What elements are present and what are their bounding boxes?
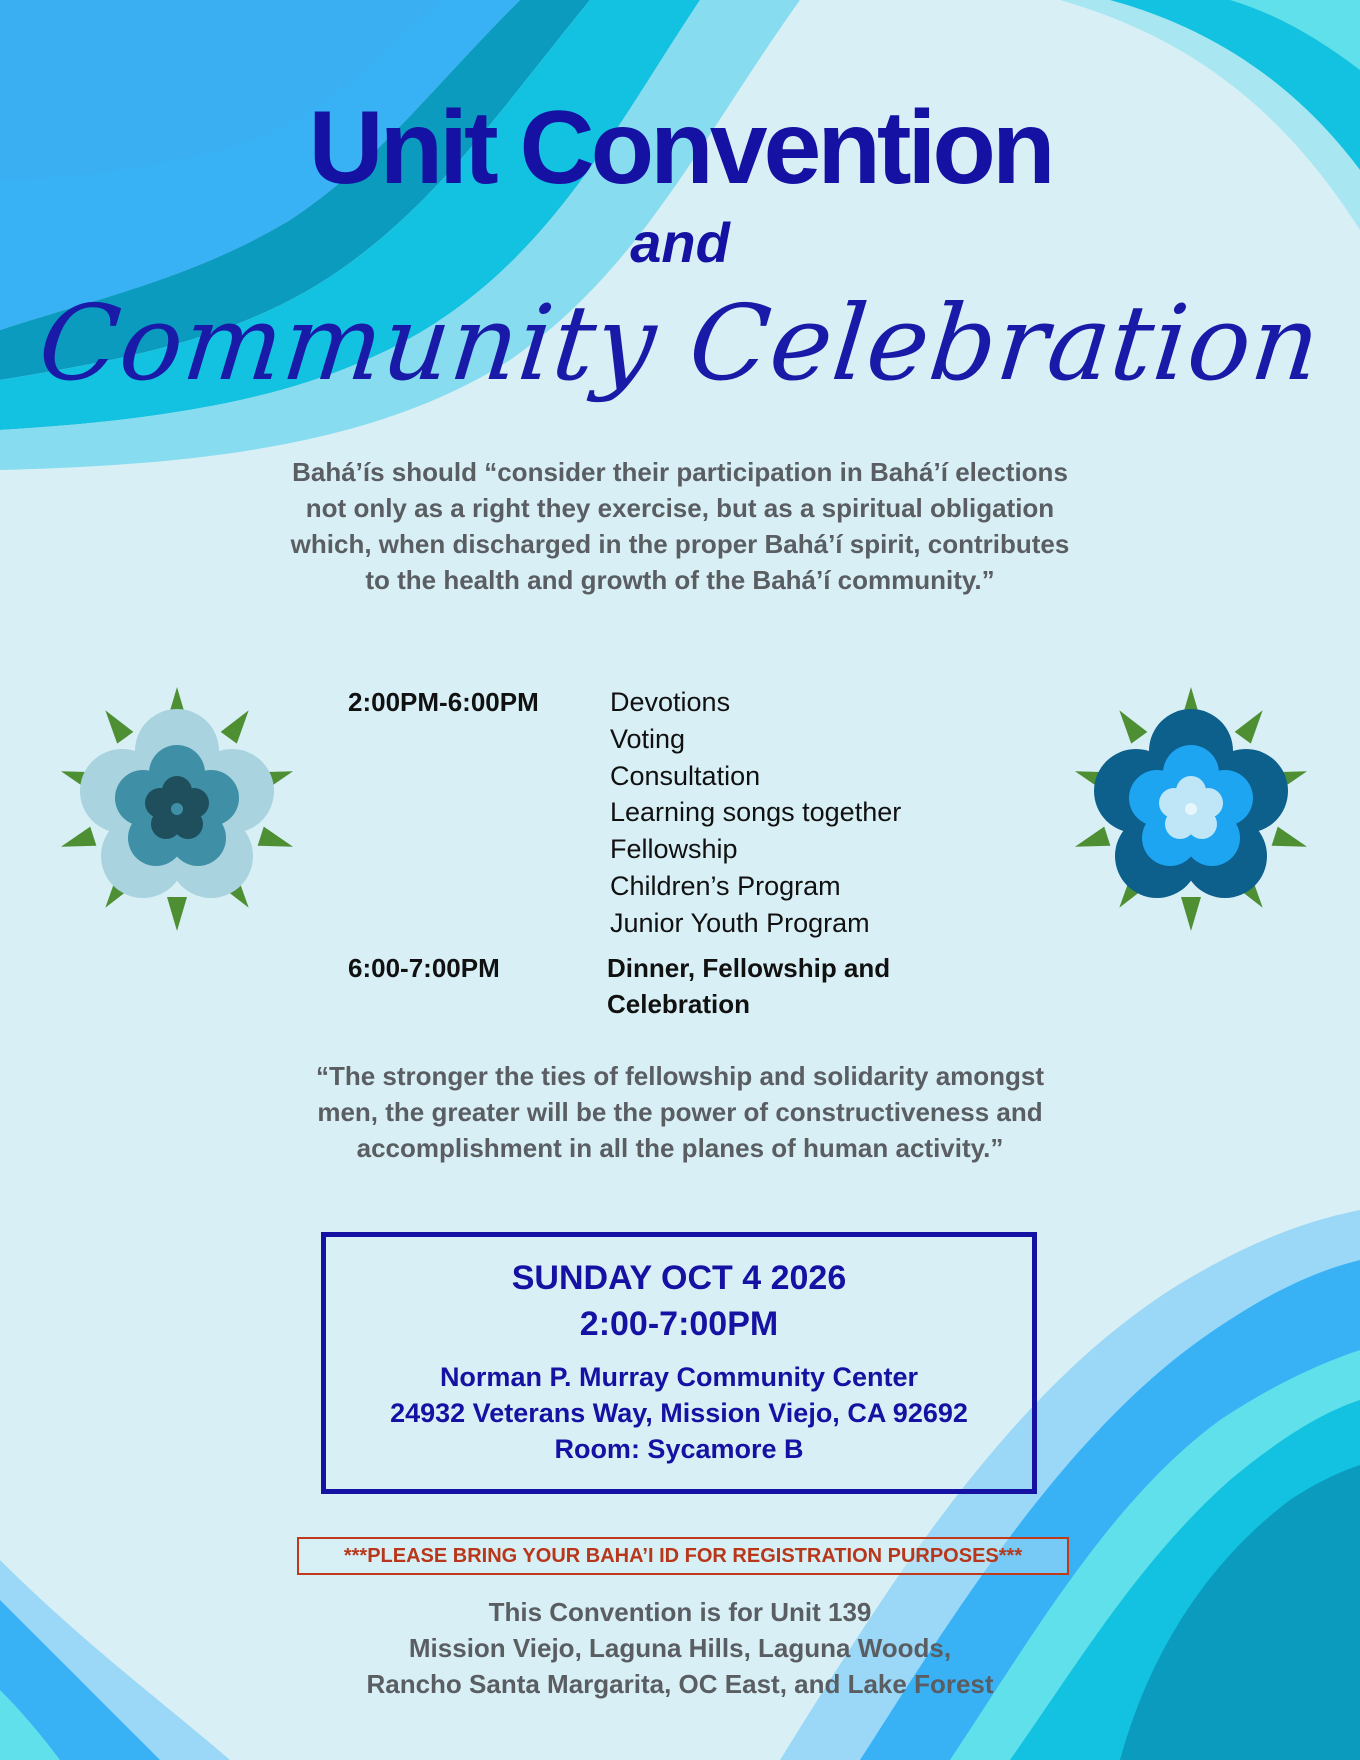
title-main: Unit Convention: [308, 90, 1052, 206]
activity-item: Learning songs together: [610, 797, 902, 828]
activity-item: Children’s Program: [610, 870, 841, 901]
schedule-time-second: 6:00-7:00PM: [348, 953, 500, 983]
event-date: SUNDAY OCT 4 2026: [511, 1259, 847, 1297]
schedule-time-first: 2:00PM-6:00PM: [348, 687, 539, 717]
title-script: Community Celebration: [33, 282, 1327, 404]
activity-item: Fellowship: [610, 834, 738, 865]
light-blue-flower-icon: [52, 684, 302, 934]
quote-top: Bahá’ís should “consider their participation in Bahá’í elections not only as a right they exercise, but as a spiritual obligation which, when discharged in the proper Bahá’í spirit, contributes to the health and growth of the Bahá’í community.”: [290, 457, 1070, 595]
unit-line-1: This Convention is for Unit 139: [488, 1597, 872, 1627]
event-details-box: [321, 1232, 1037, 1494]
activity-item: Devotions: [610, 687, 731, 717]
activity-item: Consultation: [610, 760, 761, 791]
dark-blue-flower-icon: [1066, 684, 1316, 934]
event-room: Room: Sycamore B: [554, 1434, 804, 1464]
event-time: 2:00-7:00PM: [579, 1305, 779, 1343]
activity-list: [610, 684, 901, 942]
event-address: 24932 Veterans Way, Mission Viejo, CA 92692: [390, 1398, 968, 1428]
quote-bottom: “The stronger the ties of fellowship and solidarity amongst men, the greater will be the power of constructiveness and accomplishment in all the planes of human activity.”: [315, 1061, 1045, 1163]
activity-item: Voting: [610, 723, 686, 754]
unit-line-2: Mission Viejo, Laguna Hills, Laguna Woods,: [408, 1633, 952, 1663]
activity-item: Junior Youth Program: [610, 907, 870, 938]
id-notice: ***PLEASE BRING YOUR BAHA’I ID FOR REGISTRATION PURPOSES***: [297, 1537, 1069, 1575]
title-connector: and: [630, 211, 730, 274]
unit-line-3: Rancho Santa Margarita, OC East, and Lake Forest: [366, 1669, 994, 1699]
schedule-activity-second: Dinner, Fellowship and Celebration: [607, 953, 891, 1019]
event-venue: Norman P. Murray Community Center: [439, 1362, 919, 1392]
